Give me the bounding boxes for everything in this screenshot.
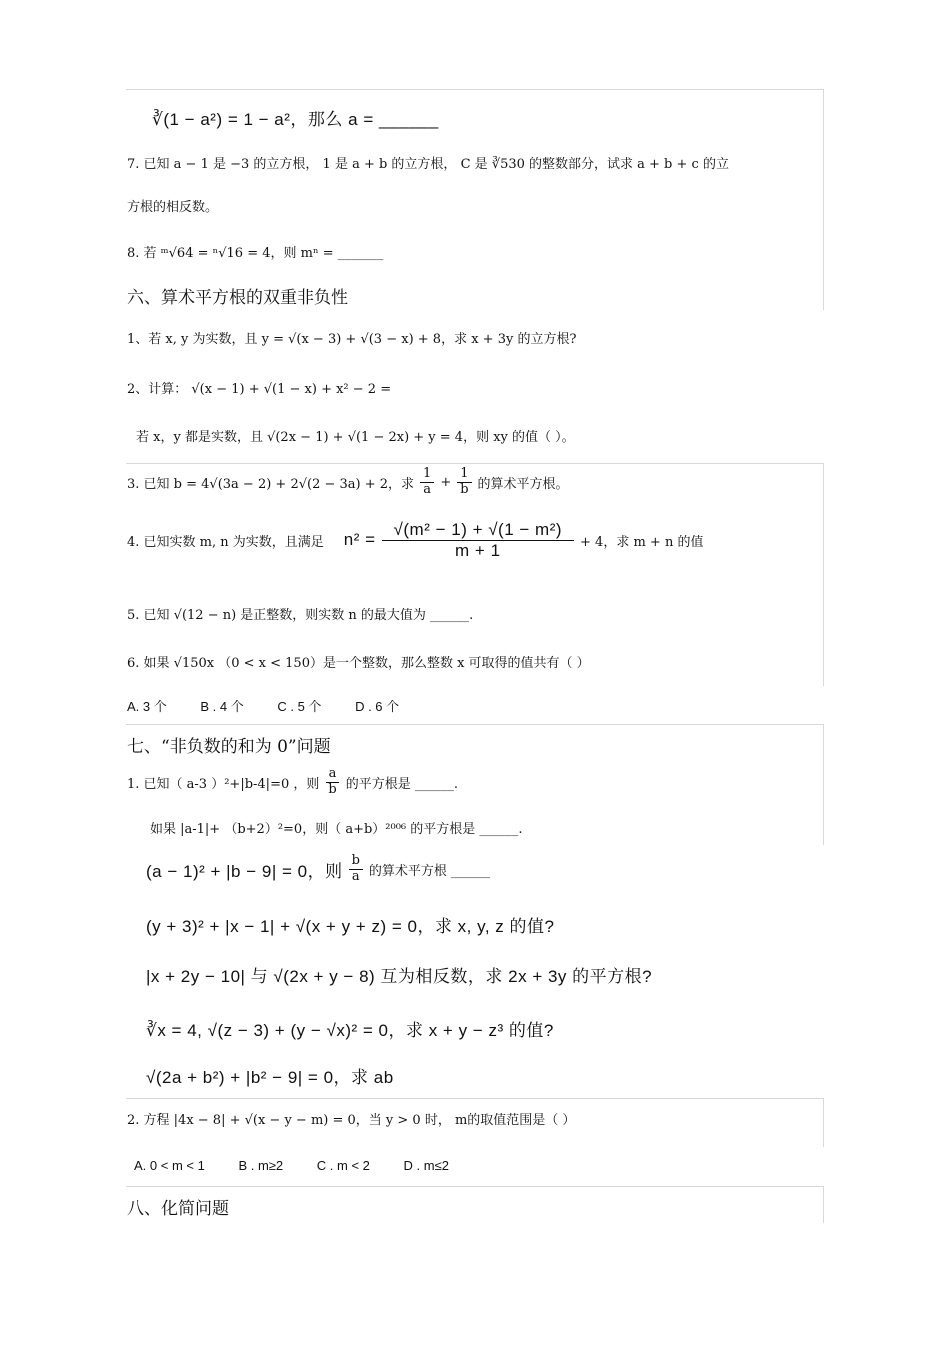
problem-7-1a: 1. 已知（ a-3 ）²+|b-4|=0 ，则 $\frac{a}{b}$ 的平方根是 ______. bbox=[127, 766, 458, 797]
problem-7-1b: 如果 |a-1|+ （b+2）²=0，则（ a+b）²⁰⁰⁶ 的平方根是 ______. bbox=[150, 822, 523, 837]
option-a[interactable]: A. 3 个 bbox=[127, 699, 167, 714]
problem-6-6: 6. 如果 √150x （0 < x < 150）是一个整数，那么整数 x 可取得的值共有（ ） bbox=[127, 656, 590, 671]
section-8-heading: 八、化简问题 bbox=[127, 1199, 229, 1219]
fraction-n-squared: $\frac{\text{√(m² − 1) + √(1 − m²)}}{m + 1}$ bbox=[382, 520, 574, 560]
option-c[interactable]: C . 5 个 bbox=[277, 699, 322, 714]
fraction-a-over-b: $\frac{a}{b}$ bbox=[325, 767, 339, 798]
option-d[interactable]: D . m≤2 bbox=[403, 1158, 449, 1173]
option-d[interactable]: D . 6 个 bbox=[355, 699, 400, 714]
fraction-1-over-b: $\frac{1}{b}$ bbox=[457, 467, 471, 498]
problem-7-1g: √(2a + b²) + |b² − 9| = 0，求 ab bbox=[146, 1068, 394, 1087]
problem-7-a: 7. 已知 a − 1 是 −3 的立方根， 1 是 a + b 的立方根， C 是 ∛530 的整数部分，试求 a + b + c 的立 bbox=[127, 157, 729, 172]
options-7-2 bbox=[134, 1158, 479, 1173]
problem-6-4: 4. 已知实数 m, n 为实数，且满足 n² = $\frac{\text{√(m² − 1) + √(1 − m²)}}{m + 1}$ + 4，求 m + n 的值 bbox=[127, 520, 704, 560]
problem-7-1f: ∛x = 4, √(z − 3) + (y − √x)² = 0，求 x + y − z³ 的值? bbox=[146, 1021, 554, 1040]
option-c[interactable]: C . m < 2 bbox=[316, 1158, 370, 1173]
problem-7-1d: (y + 3)² + |x − 1| + √(x + y + z) = 0，求 x, y, z 的值? bbox=[146, 917, 555, 936]
problem-8: 8. 若 ᵐ√64 = ⁿ√16 = 4，则 mⁿ = _______ bbox=[127, 246, 384, 261]
fraction-1-over-a: $\frac{1}{a}$ bbox=[420, 467, 434, 498]
problem-6-3: 3. 已知 b = 4√(3a − 2) + 2√(2 − 3a) + 2，求 $\frac{1}{a}$ + $\frac{1}{b}$ 的算术平方根。 bbox=[127, 466, 569, 497]
problem-6-2b: 若 x，y 都是实数，且 √(2x − 1) + √(1 − 2x) + y = 4，则 xy 的值（ ）。 bbox=[136, 430, 575, 445]
problem-7-1c: (a − 1)² + |b − 9| = 0，则 $\frac{b}{a}$ 的算术平方根 ______ bbox=[146, 853, 491, 884]
option-b[interactable]: B . 4 个 bbox=[200, 699, 244, 714]
option-a[interactable]: A. 0 < m < 1 bbox=[134, 1158, 205, 1173]
problem-7-2: 2. 方程 |4x − 8| + √(x − y − m) = 0，当 y > 0 时， m的取值范围是（ ） bbox=[127, 1113, 576, 1128]
problem-6-1: 1、若 x, y 为实数，且 y = √(x − 3) + √(3 − x) + 8，求 x + 3y 的立方根? bbox=[127, 332, 577, 347]
line-cube-root: ∛(1 − a²) = 1 − a²，那么 a = ______ bbox=[152, 110, 439, 129]
problem-6-5: 5. 已知 √(12 − n) 是正整数，则实数 n 的最大值为 ______. bbox=[127, 608, 474, 623]
section-7-heading: 七、“非负数的和为 0”问题 bbox=[127, 737, 331, 757]
fraction-b-over-a: $\frac{b}{a}$ bbox=[349, 854, 363, 885]
section-6-heading: 六、算术平方根的双重非负性 bbox=[127, 288, 348, 308]
problem-7-1e: |x + 2y − 10| 与 √(2x + y − 8) 互为相反数，求 2x + 3y 的平方根? bbox=[146, 967, 653, 986]
options-6-6 bbox=[127, 696, 429, 715]
problem-6-2: 2、计算： √(x − 1) + √(1 − x) + x² − 2 = bbox=[127, 382, 392, 397]
problem-7-b: 方根的相反数。 bbox=[127, 200, 219, 215]
option-b[interactable]: B . m≥2 bbox=[238, 1158, 284, 1173]
frame-h8 bbox=[126, 1186, 824, 1223]
